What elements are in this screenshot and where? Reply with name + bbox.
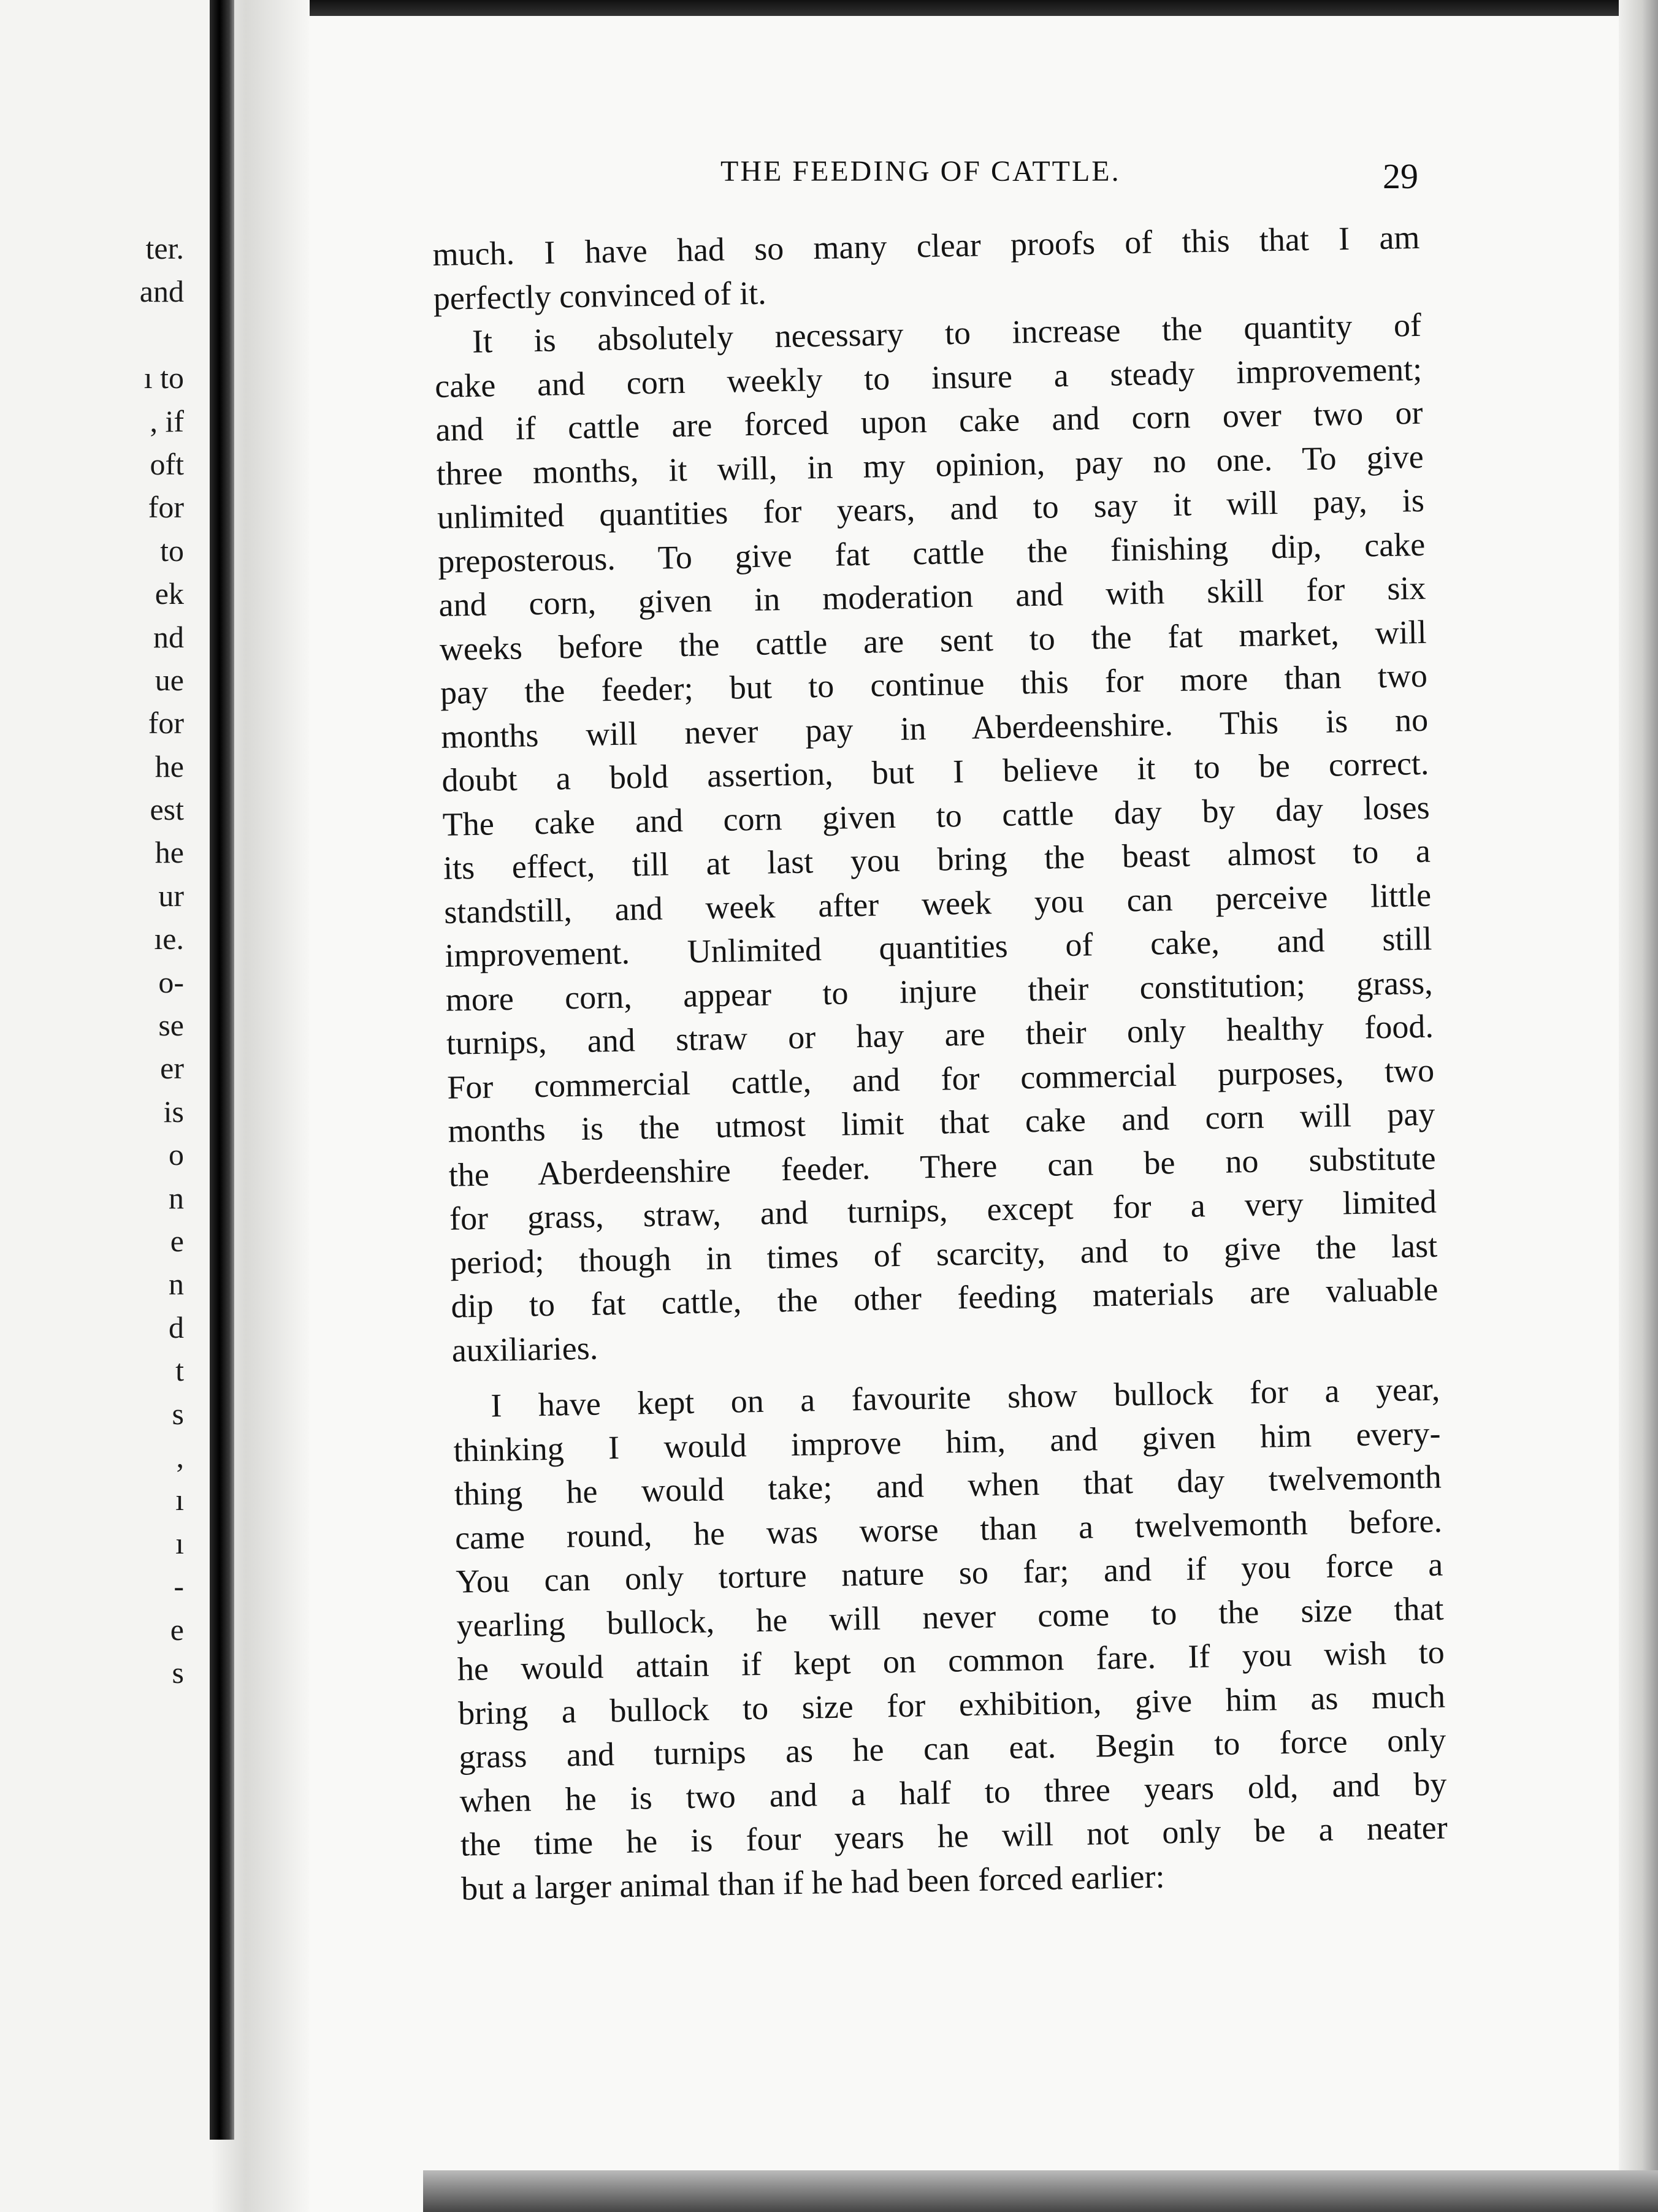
text-line: but a larger animal than if he had been forced earlier: bbox=[460, 1858, 1165, 1907]
facing-page-fragment: e bbox=[170, 1612, 184, 1647]
facing-page-fragment: ıe. bbox=[154, 921, 184, 956]
text-line: You can only torture nature so far; and if you force a bbox=[455, 1546, 1443, 1600]
facing-page-fragment: for bbox=[148, 490, 184, 525]
running-head: THE FEEDING OF CATTLE. bbox=[720, 155, 1121, 188]
text-line: period; though in times of scarcity, and to give the last bbox=[449, 1227, 1438, 1281]
facing-page-fragment: e bbox=[170, 1223, 184, 1258]
facing-page-fragment: o bbox=[169, 1137, 184, 1172]
text-line: I have kept on a favourite show bullock for a year, bbox=[490, 1370, 1440, 1424]
page-right-edge bbox=[1619, 0, 1658, 2212]
text-line: much. I have had so many clear proofs of this that I am bbox=[432, 218, 1420, 273]
facing-page-fragment: ue bbox=[155, 662, 184, 697]
facing-page-fragment: ur bbox=[158, 878, 184, 913]
text-line: dip to fat cattle, the other feeding materials are valuable bbox=[451, 1270, 1438, 1325]
page-number: 29 bbox=[1383, 156, 1418, 196]
facing-page-fragment: o- bbox=[158, 964, 184, 999]
text-line: grass and turnips as he can eat. Begin to force only bbox=[458, 1721, 1446, 1775]
text-line: auxiliaries. bbox=[451, 1329, 598, 1369]
text-line: the Aberdeenshire feeder. There can be no substitute bbox=[448, 1139, 1437, 1194]
text-line: three months, it will, in my opinion, pay no one. To give bbox=[436, 438, 1424, 492]
text-line: came round, he was worse than a twelvemonth before. bbox=[454, 1502, 1443, 1557]
facing-page-fragment: ı bbox=[175, 1525, 184, 1560]
facing-page-fragment: se bbox=[158, 1008, 184, 1043]
text-line: months will never pay in Aberdeenshire. This is no bbox=[440, 701, 1429, 755]
text-line: he would attain if kept on common fare. If you wish to bbox=[457, 1633, 1445, 1688]
text-line: preposterous. To give fat cattle the finishing dip, cake bbox=[437, 525, 1426, 580]
text-line: months is the utmost limit that cake and corn will pay bbox=[448, 1095, 1435, 1150]
text-line: when he is two and a half to three years old, and by bbox=[459, 1765, 1447, 1820]
facing-page-fragment: oft bbox=[150, 446, 184, 481]
text-line: yearling bullock, he will never come to the size that bbox=[456, 1590, 1444, 1644]
facing-page-fragment: er bbox=[160, 1051, 184, 1086]
facing-page-fragment: for bbox=[148, 706, 184, 741]
text-line: for grass, straw, and turnips, except for a very limited bbox=[449, 1183, 1437, 1237]
facing-page-fragment: nd bbox=[153, 619, 184, 654]
body-text bbox=[432, 216, 1449, 1911]
text-line: the time he is four years he will not only be a neater bbox=[460, 1809, 1448, 1863]
text-line: its effect, till at last you bring the beast almost to a bbox=[443, 832, 1431, 887]
book-spine bbox=[210, 0, 234, 2140]
paragraph bbox=[432, 216, 1421, 321]
text-line: thinking I would improve him, and given him every- bbox=[453, 1414, 1441, 1469]
facing-page-fragment: d bbox=[169, 1310, 184, 1344]
facing-page-fragment: n bbox=[169, 1180, 184, 1215]
text-line: doubt a bold assertion, but I believe it to be correct. bbox=[441, 744, 1429, 799]
facing-page-fragment: , if bbox=[150, 403, 184, 438]
text-line: and corn, given in moderation and with skill for six bbox=[438, 569, 1426, 624]
text-line: pay the feeder; but to continue this for more than two bbox=[440, 657, 1428, 711]
facing-page-fragment: ı bbox=[175, 1482, 184, 1517]
paragraph bbox=[453, 1368, 1449, 1911]
facing-page-fragment: and bbox=[139, 274, 184, 309]
text-line: bring a bullock to size for exhibition, give him as much bbox=[457, 1677, 1446, 1732]
facing-page-fragment: t bbox=[175, 1353, 184, 1388]
page-bottom-edge bbox=[423, 2170, 1658, 2212]
facing-page-fragment: n bbox=[169, 1267, 184, 1302]
facing-page-fragment: he bbox=[155, 749, 184, 784]
facing-page-fragment bbox=[0, 313, 184, 356]
text-line: more corn, appear to injure their constitution; grass, bbox=[445, 964, 1434, 1018]
text-line: improvement. Unlimited quantities of cake, and still bbox=[445, 920, 1432, 974]
facing-page-text-fragments bbox=[0, 227, 184, 1694]
text-line: unlimited quantities for years, and to say it will pay, is bbox=[437, 481, 1425, 536]
facing-page-fragment: , bbox=[176, 1439, 184, 1474]
text-line: For commercial cattle, and for commercial purposes, two bbox=[446, 1051, 1435, 1106]
text-line: turnips, and straw or hay are their only healthy food. bbox=[446, 1007, 1434, 1062]
facing-page-fragment: s bbox=[172, 1655, 184, 1690]
text-line: The cake and corn given to cattle day by day loses bbox=[442, 788, 1431, 843]
facing-page-fragment: is bbox=[163, 1094, 184, 1129]
text-line: thing he would take; and when that day twelvemonth bbox=[454, 1458, 1442, 1512]
facing-page-fragment: ı to bbox=[143, 360, 184, 395]
paragraph bbox=[434, 303, 1439, 1373]
facing-page-fragment: - bbox=[174, 1569, 184, 1604]
text-line: standstill, and week after week you can perceive little bbox=[443, 876, 1432, 931]
facing-page-fragment: est bbox=[150, 792, 184, 827]
text-line: perfectly convinced of it. bbox=[433, 274, 767, 317]
text-line: weeks before the cattle are sent to the fat market, will bbox=[439, 613, 1427, 668]
facing-page-left bbox=[0, 0, 212, 2212]
text-line: and if cattle are forced upon cake and corn over two or bbox=[435, 394, 1423, 448]
facing-page-fragment: to bbox=[160, 533, 184, 568]
facing-page-fragment: s bbox=[172, 1396, 184, 1431]
facing-page-fragment: ter. bbox=[145, 231, 184, 265]
facing-page-fragment: he bbox=[155, 835, 184, 870]
facing-page-fragment: ek bbox=[155, 576, 184, 611]
text-line: It is absolutely necessary to increase the quantity of bbox=[472, 306, 1422, 360]
text-line: cake and corn weekly to insure a steady improvement; bbox=[434, 350, 1423, 405]
page-top-edge bbox=[310, 0, 1658, 16]
